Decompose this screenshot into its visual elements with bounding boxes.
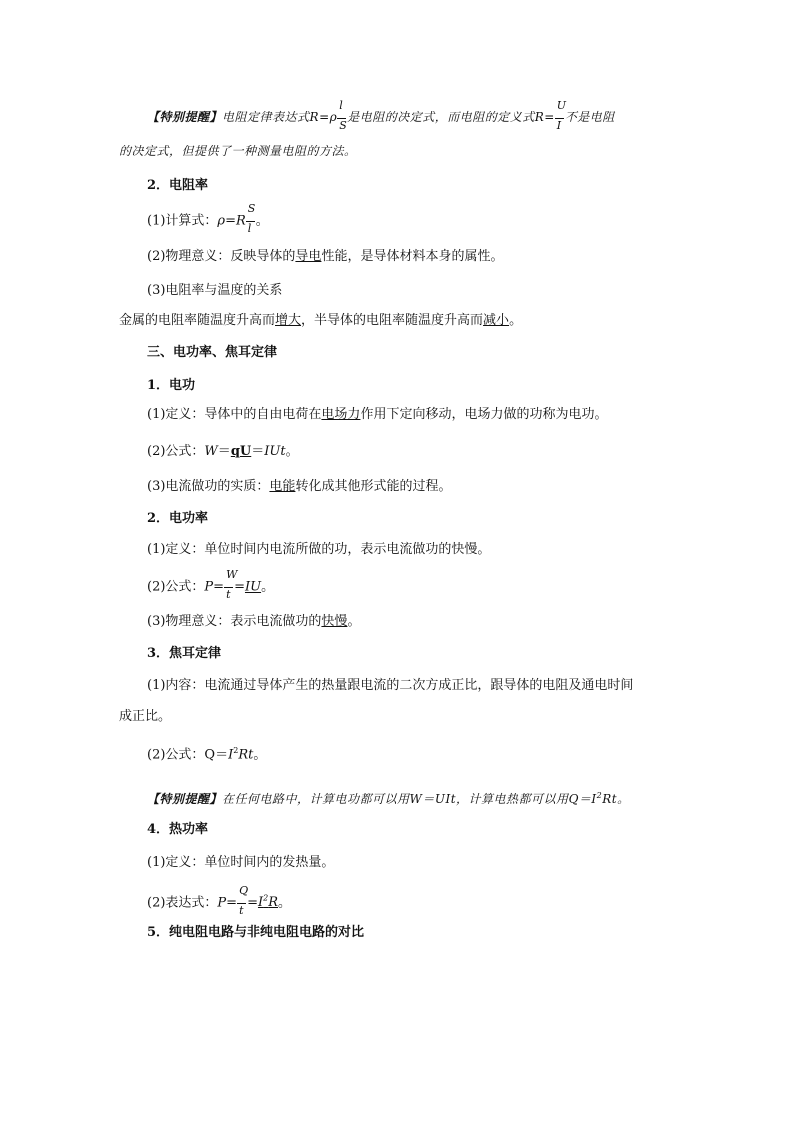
key-term: IU bbox=[244, 579, 262, 595]
fraction-denominator: l bbox=[247, 222, 252, 235]
formula: I bbox=[257, 895, 264, 911]
fraction bbox=[237, 883, 249, 917]
note-bracket: 【特别提醒】 bbox=[147, 792, 223, 806]
item-text: (2)物理意义：反映导体的 bbox=[147, 249, 296, 264]
formula: R= bbox=[534, 110, 555, 124]
formula: R=ρ bbox=[309, 110, 338, 124]
key-term: qU bbox=[230, 444, 252, 459]
fraction bbox=[224, 568, 238, 601]
item-text: (3)电流做功的实质： bbox=[147, 479, 270, 494]
formula: W bbox=[204, 444, 218, 459]
section-title-heat-power: 4．热功率 bbox=[147, 822, 209, 837]
section-title-work: 1．电功 bbox=[147, 378, 196, 393]
key-term: 电能 bbox=[269, 479, 296, 494]
formula: = bbox=[234, 579, 245, 595]
note-bracket: 【特别提醒】 bbox=[147, 110, 223, 124]
item-text: 转化成其他形式能的过程。 bbox=[295, 479, 452, 494]
fraction-denominator: t bbox=[239, 903, 244, 917]
formula: I bbox=[228, 747, 234, 763]
fraction-numerator: W bbox=[226, 568, 238, 581]
resistivity-formula bbox=[147, 202, 269, 235]
resistivity-temperature: (3)电阻率与温度的关系 bbox=[147, 283, 283, 298]
punctuation: 。 bbox=[261, 579, 275, 595]
power-formula bbox=[147, 568, 275, 601]
punctuation: 。 bbox=[255, 213, 269, 229]
item-label: (2)公式：Q＝ bbox=[147, 747, 229, 763]
resistivity-meaning bbox=[147, 248, 503, 266]
item-text: 金属的电阻率随温度升高而 bbox=[119, 313, 276, 328]
fraction-denominator: S bbox=[339, 118, 348, 132]
work-definition bbox=[147, 406, 607, 424]
note-text: 是电阻的决定式，而电阻的定义式 bbox=[347, 110, 535, 124]
item-text: 作用下定向移动，电场力做的功称为电功。 bbox=[360, 407, 608, 422]
section-title-resistivity: 2．电阻率 bbox=[147, 178, 209, 193]
work-essence bbox=[147, 478, 451, 496]
key-term: 增大 bbox=[275, 313, 302, 328]
formula: Q＝I bbox=[568, 792, 597, 806]
punctuation: 。 bbox=[617, 792, 630, 806]
fraction-numerator: Q bbox=[239, 883, 249, 897]
punctuation: 。 bbox=[285, 444, 299, 459]
punctuation: 。 bbox=[509, 313, 523, 328]
formula: Rt bbox=[238, 747, 254, 763]
heat-power-definition: (1)定义：单位时间内的发热量。 bbox=[147, 855, 335, 870]
note-text: 在任何电路中，计算电功都可以用 bbox=[222, 792, 410, 806]
heat-power-formula bbox=[147, 883, 292, 917]
section-title-comparison: 5．纯电阻电路与非纯电阻电路的对比 bbox=[147, 925, 365, 940]
work-formula bbox=[147, 443, 299, 461]
punctuation: 。 bbox=[253, 747, 267, 763]
note-text: 电阻定律表达式 bbox=[222, 110, 310, 124]
joule-content-cont: 成正比。 bbox=[119, 709, 172, 724]
formula: P= bbox=[217, 895, 238, 911]
punctuation: 。 bbox=[278, 895, 292, 911]
special-note-2 bbox=[147, 787, 630, 808]
formula: W＝UIt bbox=[409, 792, 457, 806]
fraction-denominator: t bbox=[226, 588, 231, 601]
item-label: (1)计算式： bbox=[147, 213, 218, 229]
superscript: 2 bbox=[233, 746, 239, 755]
formula: IUt bbox=[264, 444, 286, 459]
power-meaning bbox=[147, 613, 360, 631]
key-term: 减小 bbox=[483, 313, 510, 328]
fraction bbox=[337, 98, 348, 132]
fraction-numerator: S bbox=[247, 202, 256, 215]
key-term: 电场力 bbox=[321, 407, 361, 422]
power-definition: (1)定义：单位时间内电流所做的功，表示电流做功的快慢。 bbox=[147, 542, 491, 557]
section-title-power: 2．电功率 bbox=[147, 511, 209, 526]
joule-formula bbox=[147, 742, 266, 764]
item-text: (3)物理意义：表示电流做功的 bbox=[147, 614, 322, 629]
special-note-1-line-2: 的决定式，但提供了一种测量电阻的方法。 bbox=[119, 144, 357, 158]
fraction-numerator: U bbox=[556, 98, 567, 112]
item-label: (2)公式： bbox=[147, 579, 205, 595]
chapter-title: 三、电功率、焦耳定律 bbox=[147, 345, 278, 360]
punctuation: 。 bbox=[347, 614, 361, 629]
item-label: (2)表达式： bbox=[147, 895, 218, 911]
joule-content: (1)内容：电流通过导体产生的热量跟电流的二次方成正比，跟导体的电阻及通电时间 bbox=[147, 678, 634, 693]
superscript: 2 bbox=[263, 894, 269, 903]
formula: ρ=R bbox=[217, 213, 246, 229]
item-text: 性能，是导体材料本身的属性。 bbox=[321, 249, 504, 264]
formula: Rt bbox=[602, 792, 618, 806]
formula: P= bbox=[204, 579, 225, 595]
superscript: 2 bbox=[596, 791, 603, 800]
key-term bbox=[258, 895, 278, 910]
item-text: (1)定义：导体中的自由电荷在 bbox=[147, 407, 322, 422]
fraction-denominator: I bbox=[556, 118, 562, 132]
item-text: ，半导体的电阻率随温度升高而 bbox=[301, 313, 484, 328]
formula: R bbox=[268, 895, 278, 911]
item-label: (2)公式： bbox=[147, 444, 205, 459]
section-title-joule: 3．焦耳定律 bbox=[147, 646, 222, 661]
formula: ＝ bbox=[217, 444, 231, 459]
key-term: 快慢 bbox=[321, 614, 348, 629]
note-text: 不是电阻 bbox=[564, 110, 615, 124]
note-text: ，计算电热都可以用 bbox=[456, 792, 569, 806]
special-note-1 bbox=[147, 98, 615, 132]
fraction-numerator: l bbox=[339, 98, 344, 112]
formula: = bbox=[247, 895, 258, 911]
resistivity-temperature-detail bbox=[119, 312, 522, 330]
formula: ＝ bbox=[251, 444, 265, 459]
fraction bbox=[555, 98, 567, 132]
key-term: 导电 bbox=[295, 249, 322, 264]
fraction bbox=[246, 202, 256, 235]
